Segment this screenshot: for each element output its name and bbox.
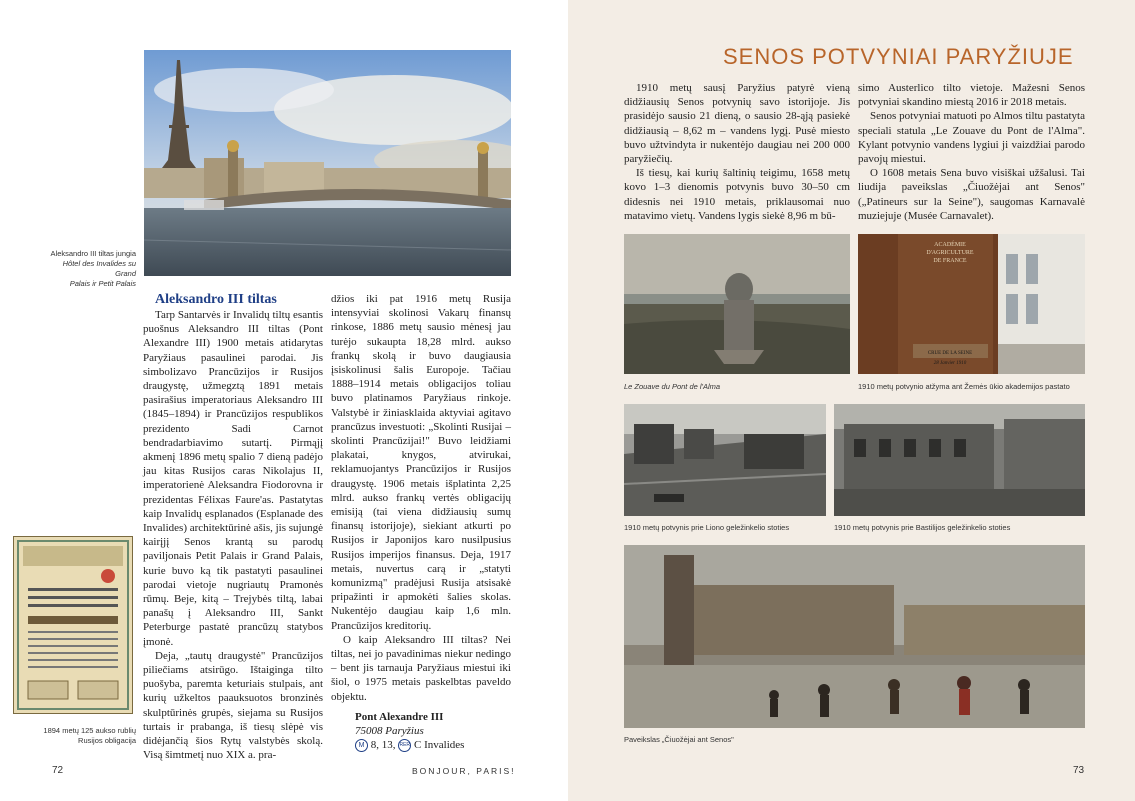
bastille-station-photo (834, 404, 1085, 516)
address-city: 75008 Paryžius (355, 725, 424, 738)
caption-line: Palais ir Petit Palais (69, 279, 136, 288)
bastille-station-caption: 1910 metų potvynis prie Bastilijos geležinkelio stoties (834, 523, 1011, 532)
left-column-1 (143, 292, 323, 763)
paragraph: O kaip Aleksandro III tiltas? Nei tiltas, nei jo pavadinimas niekur nedingo – bent jis tarnauja Paryžiaus miestui iki šiol, o 1975 metais paskelbtas paveldo objektu. (331, 633, 511, 703)
bond-image (13, 536, 133, 714)
caption-line: 1894 metų 125 aukso rublių (43, 726, 136, 735)
section-heading: Aleksandro III tiltas (155, 292, 277, 307)
plaque-line: DE FRANCE (933, 258, 967, 264)
paragraph: 1910 metų sausį Paryžius patyrė vieną didžiausių Senos potvynių savo istorijoje. Jis prasidėjo sausio 21 dieną, o sausio 28-ąją pasiekė didžiausią – 8,62 m – vandens lygį. Pusė miesto buvo užtvindyta ir nukentėjo daugiau nei 200 000 paryžiečių. (624, 82, 850, 166)
zouave-caption: Le Zouave du Pont de l'Alma (624, 382, 721, 391)
rer-icon: RER (398, 739, 411, 752)
right-column-1 (624, 81, 850, 223)
lyon-station-caption: 1910 metų potvynis prie Liono geležinkelio stoties (624, 523, 790, 532)
paragraph: Iš tiesų, kai kurių šaltinių teigimu, 1658 metų kovo 1–3 dienomis potvynis buvo 30–50 cm didesnis nei 1910 metais, priklausomai nuo matavimo vietų. Vandens lygis siekė 8,96 m bū- (624, 167, 850, 222)
plaque-mark: CRUE DE LA SEINE (927, 351, 973, 356)
transport-line (355, 738, 511, 752)
right-column-2 (858, 81, 1085, 223)
plaque-line: ACADÉMIE (934, 242, 966, 248)
skaters-painting (624, 545, 1085, 728)
metro-icon: M (355, 739, 368, 752)
right-page (568, 0, 1135, 801)
caption-line: Hôtel des Invalides su Grand (62, 259, 136, 278)
metro-lines: 8, 13, (370, 739, 396, 752)
paragraph: Senos potvyniai matuoti po Almos tiltu pastatyta speciali statula „Le Zouave du Pont de l'Alma". Kylant potvynio vandens lygiui ji vaizdžiai parodo pavojų miestui. (858, 110, 1085, 166)
plaque-line: D'AGRICULTURE (926, 250, 974, 256)
running-footer: BONJOUR, PARIS! (412, 766, 516, 776)
paragraph: simo Austerlico tilto vietoje. Mažesni Senos potvyniai skandino miestą 2016 ir 2018 metais. (858, 82, 1085, 109)
paragraph: Deja, „tautų draugystė" Prancūzijos piliečiams atsirūgo. Ištaiginga tilto puošyba, paremta keturiais stulpais, ant kurių užkeltos paauksuotos bronzinės skulptūrinės grupės, siejama su Rusijos turtais ir prabanga, iš tiesų slėpė vis didėjančią šios Rytų valstybės skolą. Visą šimtmetį nuo XIX a. pra- (143, 649, 323, 762)
paragraph: Tarp Santarvės ir Invalidų tiltų esantis puošnus Aleksandro III tiltas (Pont Alexandre III) 1900 metais atidarytas Paryžiaus pasaulinei parodai. Jis simbolizavo Prancūzijos ir Rusijos draugystę, užmegztą 1891 metais pasirašius imperatoriaus Aleksandro III (1845–1894) ir Prancūzijos respublikos prezidento Sadi Carnot bendradarbiavimo sutartį. Pirmąjį akmenį 1896 metų spalio 7 dieną padėjo jau kitas Rusijos caras Nikolajus II, imperatorienė Aleksandra Fiodorovna ir prezidentas Félixas Faure'as. Pastatytas kaip Invalidų esplanados (Esplanade des Invalides) architektūrinė ašis, jis sujungė kairįjį Senos krantą su parodų paviljonais Petit Palais ir Grand Palais, kurie buvo ką tik pastatyti pasaulinei parodai vietoje nugriautų Pramonės rūmų. Beje, kitą – Trejybės tiltą, labai panašų į Aleksandro III, Sankt Peterburge pastatė prancūzų statybos įmonė. (143, 309, 323, 648)
paragraph: džios iki pat 1916 metų Rusija intensyviai skolinosi Vakarų finansų rinkose, 1886 metų sausio mėnesį jau turėjo sukaupta 18,28 mlrd. aukso frankų skolą ir buvo daugiausia įsiskolinusi šalis Europoje. Tačiau 1888–1914 metais obligacijos toliau buvo platinamos Paryžiaus rinkoje. Valstybė ir žiniasklaida aktyviai agitavo prancūzus investuoti: „Skolinti Rusijai – skolinti Prancūzijai!" Buvo leidžiami plakatai, knygos, atvirukai, reklamuojantys Prancūzijos ir Rusijos draugystę. 1906 metais išplatinta 2,25 mlrd. aukso frankų vertės obligacijų emisiją (tai viena didžiausių sumų finansų istorijoje), siekiant atkurti po Rusijos ir Japonijos karo nusilpusius Rusijos imperijos finansus. Deja, 1917 metais, nuvertus carą ir „statyti komunizmą" pradėjusi Rusija atsisakė pripažinti ir apmokėti šalies skolas. Nukentėjo daugiau kaip 1,6 mln. Prancūzijos kreditorių. (331, 293, 511, 632)
caption-line: Aleksandro III tiltas jungia (50, 249, 136, 258)
plaque-date: 28 Janvier 1910 (933, 361, 967, 366)
academy-photo (858, 234, 1085, 374)
rer-line: C Invalides (414, 739, 465, 752)
bridge-photo (144, 50, 511, 276)
address-block (331, 710, 511, 753)
lyon-station-photo (624, 404, 826, 516)
paragraph: O 1608 metais Sena buvo visiškai užšalusi. Tai liudija paveikslas „Čiuožėjai ant Senos" („Patineurs sur la Seine"), saugomas Karnavalė muziejuje (Musée Carnavalet). (858, 167, 1085, 222)
bond-caption (40, 726, 136, 746)
academy-caption: 1910 metų potvynio atžyma ant Žemės ūkio akademijos pastato (858, 382, 1070, 391)
painting-caption: Paveikslas „Čiuožėjai ant Senos" (624, 735, 734, 744)
page-title: SENOS POTVYNIAI PARYŽIUJE (723, 44, 1074, 69)
left-column-2 (331, 292, 511, 753)
zouave-photo (624, 234, 850, 374)
address-name: Pont Alexandre III (355, 710, 444, 723)
page-number-right: 73 (1073, 765, 1085, 776)
bridge-photo-caption (40, 249, 136, 289)
page-number-left: 72 (52, 765, 64, 776)
caption-line: Rusijos obligacija (78, 736, 136, 745)
